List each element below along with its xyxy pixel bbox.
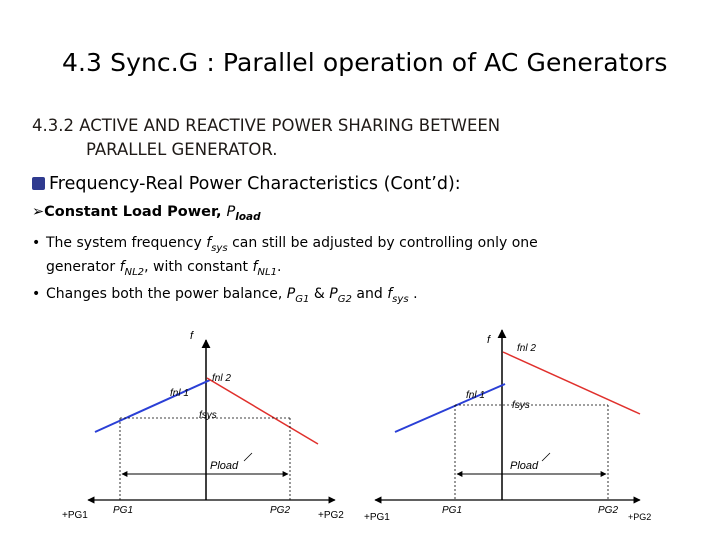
b2-text-3: and (351, 286, 388, 302)
left-fnl1-label: fnl 1 (170, 388, 189, 399)
b1-var-3: f (252, 258, 258, 275)
b1-text-1: The system frequency (46, 235, 207, 251)
b2-sub-1: G1 (295, 293, 310, 305)
left-plus-pg1-label: +PG1 (62, 510, 88, 521)
left-fnl2-label: fnl 2 (212, 373, 231, 384)
right-fnl2-label: fnl 2 (517, 343, 536, 354)
b1-text-5: . (277, 258, 282, 275)
slide-title: 4.3 Sync.G : Parallel operation of AC Generators (62, 48, 668, 77)
right-gen1-droop-line (395, 384, 505, 432)
b1-sub-1: sys (211, 242, 228, 254)
b1-sub-2: NL2 (124, 266, 145, 278)
pload-var: P (226, 204, 236, 220)
left-pg2-label: PG2 (270, 505, 291, 516)
right-pload-label: Pload (510, 460, 539, 472)
b2-sub-3: sys (392, 293, 409, 305)
right-diagram (364, 330, 651, 523)
heading-text: Frequency-Real Power Characteristics (Cont’d): (49, 174, 461, 194)
right-plus-pg1-label: +PG1 (364, 512, 390, 523)
right-pg2-label: PG2 (598, 505, 619, 516)
left-f-label: f (190, 330, 194, 342)
b1-sub-3: NL1 (257, 266, 277, 278)
left-fsys-label: fsys (199, 410, 217, 421)
right-fnl1-label: fnl 1 (466, 390, 485, 401)
right-pload-tick (542, 453, 550, 461)
right-pg1-label: PG1 (442, 505, 463, 516)
b1-var-2: f (119, 258, 125, 275)
left-diagram (62, 330, 344, 521)
dot-bullet-icon: • (32, 286, 41, 302)
b1-text-4: , with constant (144, 258, 253, 275)
b1-text-3: generator (46, 258, 120, 275)
right-f-label: f (487, 334, 491, 346)
b2-text-1: Changes both the power balance, (46, 286, 287, 302)
b2-text-4: . (408, 286, 418, 302)
left-pload-label: Pload (210, 460, 239, 472)
dot-bullet-icon: • (32, 235, 41, 251)
b2-var-3: f (387, 286, 393, 302)
subtitle-line-1: 4.3.2 ACTIVE AND REACTIVE POWER SHARING BETWEEN (32, 116, 501, 135)
subtitle-line-2: PARALLEL GENERATOR. (86, 140, 278, 159)
b2-var-1: P (286, 286, 296, 302)
left-pload-tick (244, 453, 252, 461)
b2-sub-2: G2 (337, 293, 352, 305)
left-gen1-droop-line (95, 380, 210, 432)
arrow-bullet-icon: ➢ (32, 204, 45, 220)
left-gen2-droop-line (207, 378, 318, 444)
b2-var-2: P (329, 286, 338, 302)
left-plus-pg2-label: +PG2 (318, 510, 344, 521)
pload-sub: load (235, 210, 261, 223)
right-fsys-label: fsys (512, 400, 530, 411)
left-pg1-label: PG1 (113, 505, 134, 516)
b2-text-2: & (309, 286, 330, 302)
arrow-item-text: Constant Load Power, (44, 204, 227, 220)
b1-var-1: f (206, 235, 212, 251)
b1-text-2: can still be adjusted by controlling only one (227, 235, 538, 251)
right-plus-pg2-label: +PG2 (628, 512, 652, 522)
